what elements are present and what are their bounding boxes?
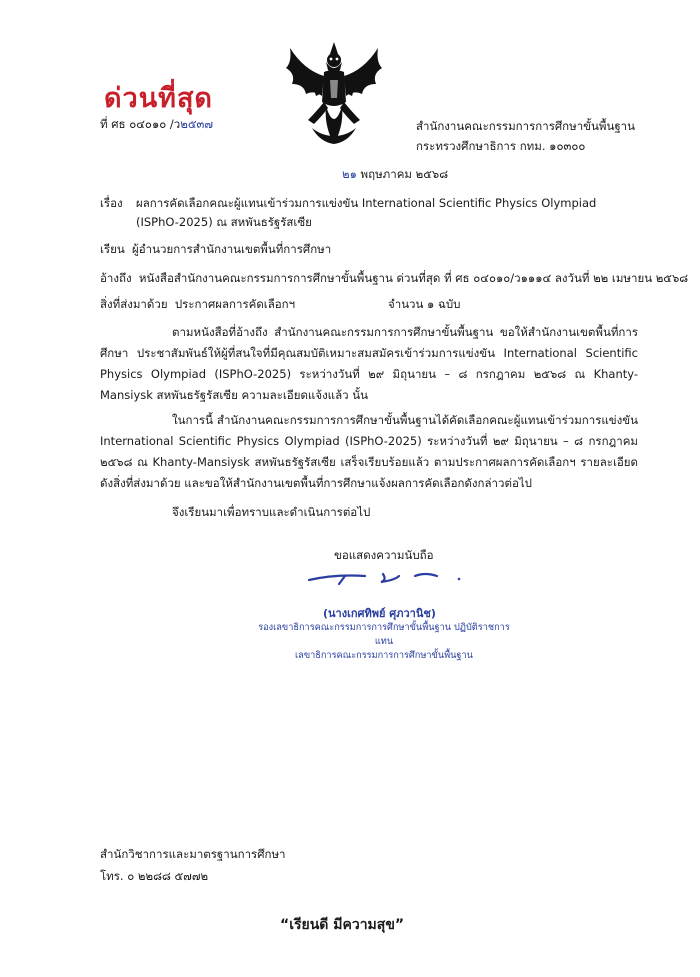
- reference-label: อ้างถึง: [100, 271, 132, 285]
- enclosure-quantity: จำนวน ๑ ฉบับ: [388, 297, 461, 311]
- closing-salutation: ขอแสดงความนับถือ: [334, 548, 434, 562]
- signer-position-line1: รองเลขาธิการคณะกรรมการการศึกษาขั้นพื้นฐาน ปฏิบัติราชการแทน: [258, 622, 510, 647]
- slogan: “เรียนดี มีความสุข”: [280, 917, 405, 933]
- footer-office: สำนักวิชาการและมาตรฐานการศึกษา: [100, 847, 286, 861]
- recipient-text: ผู้อำนวยการสำนักงานเขตพื้นที่การศึกษา: [132, 242, 332, 256]
- subject-text: ผลการคัดเลือกคณะผู้แทนเข้าร่วมการแข่งขัน International Scientific Physics Olympiad: [136, 196, 597, 210]
- enclosure-text: ประกาศผลการคัดเลือกฯ: [174, 297, 296, 311]
- date-day-handwritten: ๒๑: [342, 167, 357, 181]
- signer-name: (นางเกศทิพย์ ศุภวานิช): [323, 607, 436, 620]
- body-paragraph-1: ตามหนังสือที่อ้างถึง สำนักงานคณะกรรมการการศึกษาขั้นพื้นฐาน ขอให้สำนักงานเขตพื้นที่การศึกษา ประชาสัมพันธ์ให้ผู้ที่สนใจที่มีคุณสมบัติเหมาะสมสมัครเข้าร่วมการแข่งขัน International Scientific Physics Olympiad (ISPhO-2025) ระหว่างวันที่ ๒๙ มิถุนายน – ๘ กรกฎาคม ๒๕๖๘ ณ Khanty-Mansiysk สหพันธรัฐรัสเซีย ความละเอียดแจ้งแล้ว นั้น: [100, 325, 638, 402]
- handwritten-signature: [305, 566, 465, 590]
- document-number-handwritten: ๒๕๓๗: [180, 117, 214, 131]
- enclosure-line: [100, 296, 295, 314]
- document-number: [100, 116, 213, 134]
- subject-continuation: (ISPhO-2025) ณ สหพันธรัฐรัสเซีย: [136, 215, 312, 229]
- reference-line: [100, 270, 688, 288]
- document-date: [342, 166, 448, 184]
- document-number-label: ที่ ศธ ๐๔๐๑๐ /ว: [100, 117, 181, 131]
- subject-line: [100, 194, 650, 232]
- sender-office-address: [416, 116, 635, 156]
- body-paragraph-2: ในการนี้ สำนักงานคณะกรรมการการศึกษาขั้นพื้นฐานได้คัดเลือกคณะผู้แทนเข้าร่วมการแข่งขัน International Scientific Physics Olympiad (ISPhO-2025) ระหว่างวันที่ ๒๙ มิถุนายน – ๘ กรกฎาคม ๒๕๖๘ ณ Khanty-Mansiysk สหพันธรัฐรัสเซีย เสร็จเรียบร้อยแล้ว ตามประกาศผลการคัดเลือกฯ รายละเอียดดังสิ่งที่ส่งมาด้วย และขอให้สำนักงานเขตพื้นที่การศึกษาแจ้งผลการคัดเลือกดังกล่าวต่อไป: [100, 413, 638, 490]
- signer-position-line2: เลขาธิการคณะกรรมการการศึกษาขั้นพื้นฐาน: [295, 650, 473, 661]
- footer-contact: [100, 843, 286, 887]
- body-paragraph-3: จึงเรียนมาเพื่อทราบและดำเนินการต่อไป: [172, 505, 371, 519]
- reference-text: หนังสือสำนักงานคณะกรรมการการศึกษาขั้นพื้นฐาน ด่วนที่สุด ที่ ศธ ๐๔๐๑๐/ว๑๑๑๔ ลงวันที่ ๒๒ เมษายน ๒๕๖๘: [138, 271, 689, 285]
- enclosure-label: สิ่งที่ส่งมาด้วย: [100, 297, 168, 311]
- sender-office-location: กระทรวงศึกษาธิการ กทม. ๑๐๓๐๐: [416, 139, 586, 153]
- recipient-line: [100, 241, 331, 259]
- signer-position: [256, 621, 512, 663]
- recipient-label: เรียน: [100, 242, 125, 256]
- urgency-stamp: ด่วนที่สุด: [104, 83, 213, 114]
- footer-phone: โทร. ๐ ๒๒๘๘ ๕๗๗๒: [100, 869, 209, 883]
- garuda-emblem-icon: [282, 40, 386, 148]
- date-month-year: พฤษภาคม ๒๕๖๘: [360, 167, 449, 181]
- sender-office-name: สำนักงานคณะกรรมการการศึกษาขั้นพื้นฐาน: [416, 119, 635, 133]
- subject-label: เรื่อง: [100, 196, 123, 210]
